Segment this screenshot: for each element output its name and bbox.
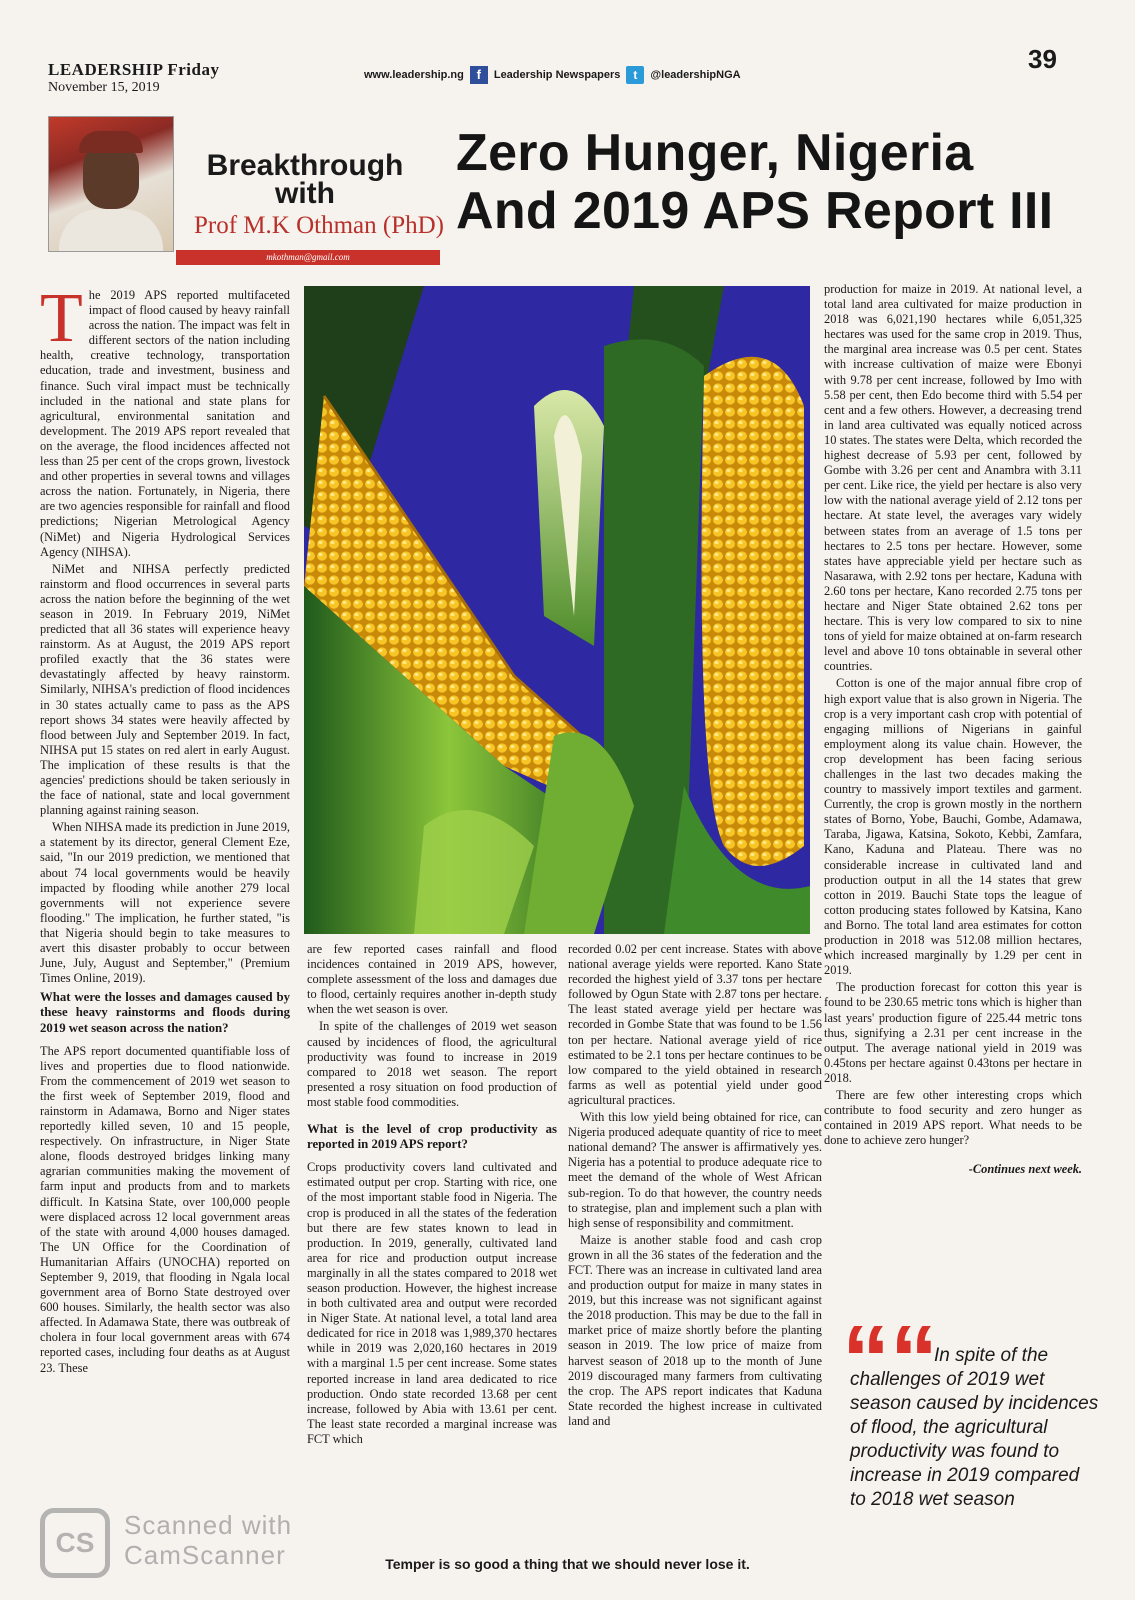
facebook-icon: f: [470, 66, 488, 84]
maize-illustration: [304, 286, 810, 934]
subheading-question: What were the losses and damages caused by these heavy rainstorms and floods during 2019 wet season across the nation?: [40, 990, 290, 1035]
paragraph: production for maize in 2019. At national level, a total land area cultivated for maize production in 2018 was 6,021,190 hectares while 6,051,325 hectares was used for the same crop in 2019. Thus, the marginal area increase was 0.5 per cent. States with increase cultivation of maize were Ebonyi with 9.78 per cent increase, followed by Imo with 5.58 per cent, then Edo become third with 5.54 per cent and a few others. However, a decreasing trend in land area cultivated was equally noticed across 10 states. The states were Delta, which recorded the highest decrease of 5.93 per cent, followed by Gombe with 3.26 per cent and Anambra with 3.11 per cent. Like rice, the yield per hectare is also very low with the national average yield of 2.12 tons per hectare. At state level, the averages vary widely between states from an average of 1.5 tons per hectares to 2.5 tons per hectare. However, some states have appreciable yield per hectare such as Nasarawa, with 2.92 tons per hectare, Kaduna with 2.60 tons per hectare, Kano recorded 2.75 tons per hectare and Niger State obtained 2.62 tons per hectare. This is very low compared to six to nine tons of yield for maize obtained at on-farm research level and above 10 tons obtainable in several other countries.: [824, 282, 1082, 674]
author-email: mkothman@gmail.com: [176, 250, 440, 265]
headline-line1: Zero Hunger, Nigeria: [456, 124, 974, 182]
masthead: [48, 60, 219, 96]
paragraph: There are few other interesting crops which contribute to food security and zero hunger as contained in 2019 APS report. What needs to be done to achieve zero hunger?: [824, 1087, 1082, 1148]
paragraph: recorded 0.02 per cent increase. States with above national average yields were reported. Kano State recorded the highest yield of 3.37 tons per hectare followed by Ogun State with 2.87 tons per hectare. The least stated average yield per hectare was recorded in Gombe State that was found to be 1.56 ton per hectare. National average yield of rice estimated to be 2.1 tons per hectare continues to be low compared to the yield obtained in research farms as well as potential yield under good agricultural practices.: [568, 942, 822, 1107]
page-number: 39: [1028, 44, 1057, 74]
column-author: Prof M.K Othman (PhD): [194, 212, 444, 239]
paragraph: Crops productivity covers land cultivated and estimated output per crop. Starting with rice, one of the most important stable food in Nigeria. The crop is produced in all the states of the federation but there are few states known to lead in production. In 2019, generally, cultivated land area for rice and production output increase marginally in all the states compared to 2018 wet season production. However, the highest increase in both cultivated area and output were recorded in Niger State. At national level, a total land area dedicated for rice in 2018 was 1,989,370 hectares while in 2019 was 2,020,160 hectares in 2019 with a marginal 1.5 per cent increase. Some states reported increase in land area dedicated to rice production. Ondo state recorded 13.68 per cent increase, followed by Abia with 13.61 per cent. The least state recorded a marginal increase was FCT which: [307, 1160, 557, 1446]
paragraph: When NIHSA made its prediction in June 2019, a statement by its director, general Clement Eze, said, "In our 2019 prediction, we mentioned that about 74 local governments would be heavily impacted by flooding while another 279 local governments will not experience severe flooding." The implication, he further stated, "is that Nigeria should begin to take measures to avert this disaster probably to occur between June, July, August and September," (Premium Times Online, 2019).: [40, 820, 290, 986]
article-column-3: [568, 942, 822, 1431]
paragraph: With this low yield being obtained for rice, can Nigeria produced adequate quantity of rice to meet national demand? The answer is affirmatively yes. Nigeria has a potential to produce adequate rice to meet the demand of the whole of West African sub-region. To do that however, the country needs to strategise, plan and implement such a plan with high sense of responsibility and commitment.: [568, 1110, 822, 1230]
pull-quote-rest: challenges of 2019 wet season caused by incidences of flood, the agricultural productivity was found to increase in 2019 compared to 2018 wet season: [850, 1369, 1099, 1510]
paragraph: The 2019 APS reported multifaceted impact of flood caused by heavy rainfall across the nation. The impact was felt in different sectors of the nation including health, creative technology, transportation education, trade and investment, business and finance. Such viral impact must be technically included in the national and state plans for agricultural, environmental sanitation and development. The 2019 APS report revealed that on the average, the flood incidences affected not less than 25 per cent of the crops grown, livestock and other properties in several towns and villages across the nation. Fortunately, in Nigeria, there are two agencies responsible for rainfall and flood predictions; Nigerian Metrological Agency (NiMet) and Nigeria Hydrological Services Agency (NIHSA).: [40, 280, 290, 559]
facebook-label: Leadership Newspapers: [493, 69, 621, 81]
maize-photo: [304, 286, 810, 934]
column-title-line2: with: [275, 177, 335, 210]
article-headline: [456, 124, 1053, 240]
paragraph: Maize is another stable food and cash crop grown in all the 36 states of the federation and the FCT. There was an increase in cultivated land area and production output for maize in many states in 2019, but this increase was not significant against the 2018 production. This may be due to the fall in market price of maize shortly before the planting season in 2019. The low price of maize from harvest season of 2018 up to the month of June 2019 discouraged many farmers from cultivating the crop. The APS report indicates that Kaduna State recorded the highest increase in cultivated land and: [568, 1232, 822, 1428]
drop-cap: T: [40, 280, 83, 357]
footer-motto: Temper is so good a thing that we should never lose it.: [385, 1556, 750, 1572]
paragraph: NiMet and NIHSA perfectly predicted rainstorm and flood occurrences in several parts across the nation before the beginning of the wet season in 2019. In February 2019, NiMet predicted that all 36 states will experience heavy rainstorm. As at August, the 2019 APS report profiled exactly that the 36 states were devastatingly affected by heavy rainstorm. Similarly, NIHSA's prediction of flood incidences in 30 states actually came to pass as the APS report shows 34 states were heavily affected by flood between July and September 2019. In fact, NIHSA put 15 states on red alert in early August. The implication of these results is that the agencies' predictions should be taken seriously in the face of national, state and local government planning against raining season.: [40, 561, 290, 818]
subheading-question: What is the level of crop productivity as reported in 2019 APS report?: [307, 1122, 557, 1152]
pull-quote-line1: In spite of the: [934, 1345, 1049, 1366]
paragraph: The APS report documented quantifiable loss of lives and properties due to flood nationwide. From the commencement of 2019 wet season to the first week of September 2019, flood and rainstorm in Adamawa, Borno and Niger states reportedly killed seven, 10 and 15 people, respectively. On infrastructure, in Niger State alone, floods destroyed bridges linking many agrarian communities making the movement of farm input and products from and to markets difficult. In Katsina State, over 100,000 people were displaced across 12 local government areas of the state with around 4,000 houses damaged. The UN Office for the Coordination of Humanitarian Affairs (UNOCHA) reported on September 9, 2019, that flooding in Ngala local government area of Borno State destroyed over 600 houses. Similarly, the health sector was also affected. In Adamawa State, there was outbreak of cholera in four local government areas with 674 reported cases, including four deaths as at August 23. These: [40, 1043, 290, 1375]
web-links: [364, 66, 741, 84]
column-title: [190, 149, 420, 210]
issue-date: November 15, 2019: [48, 80, 160, 95]
column-title-line1: Breakthrough: [206, 149, 404, 182]
paragraph: Cotton is one of the major annual fibre crop of high export value that is also grown in Nigeria. The crop is a very important cash crop with potential of engaging millions of Nigerians in gainful employment along its value chain. However, the crop development has been facing serious challenges in the last two decades making the country to massively import textiles and garment. Currently, the crop is grown mostly in the northern states of Borno, Yobe, Bauchi, Gombe, Adamawa, Taraba, Jigawa, Katsina, Sokoto, Kebbi, Zamfara, Kano, Kaduna and Plateau. There was no considerable increase in cultivated land and production output in all the 14 states that grew cotton in 2019. Bauchi State tops the league of cotton producing states followed by Katsina, Kano and Borno. The total land area estimates for cotton production in 2018 was 512.08 million hectares, which increased marginally by 1.29 per cent in 2019.: [824, 676, 1082, 978]
twitter-icon: t: [626, 66, 644, 84]
headline-line2: And 2019 APS Report III: [456, 182, 1054, 240]
quote-marks-icon: ““: [842, 1306, 938, 1413]
twitter-label: @leadershipNGA: [650, 69, 741, 81]
scanner-watermark: Scanned with CamScanner: [124, 1510, 293, 1570]
website-link: www.leadership.ng: [364, 69, 464, 81]
paragraph: The production forecast for cotton this year is found to be 230.65 metric tons which is higher than last years' production figure of 225.44 metric tons thus, signifying a 2.31 per cent increase in the output. The average national yield in 2019 was 0.45tons per hectare against 0.43tons per hectare in 2018.: [824, 980, 1082, 1085]
publication-brand: LEADERSHIP Friday: [48, 60, 220, 79]
paragraph: are few reported cases rainfall and flood incidences contained in 2019 APS, however, complete assessment of the loss and damages due to flood, certainly requires another in-depth study when the wet season is over.: [307, 942, 557, 1017]
article-column-2: [307, 942, 557, 1449]
paragraph: In spite of the challenges of 2019 wet season caused by incidences of flood, the agricultural productivity was found to increase in 2019 compared to 2018 wet season. The report presented a rosy situation on food production of most stable food commodities.: [307, 1019, 557, 1109]
article-column-4: [824, 282, 1082, 1177]
article-column-1: [40, 280, 290, 1378]
author-portrait: [48, 116, 174, 252]
continues-note: -Continues next week.: [968, 1162, 1082, 1177]
pull-quote: [850, 1344, 1100, 1512]
camscanner-logo-icon: CS: [40, 1508, 110, 1578]
